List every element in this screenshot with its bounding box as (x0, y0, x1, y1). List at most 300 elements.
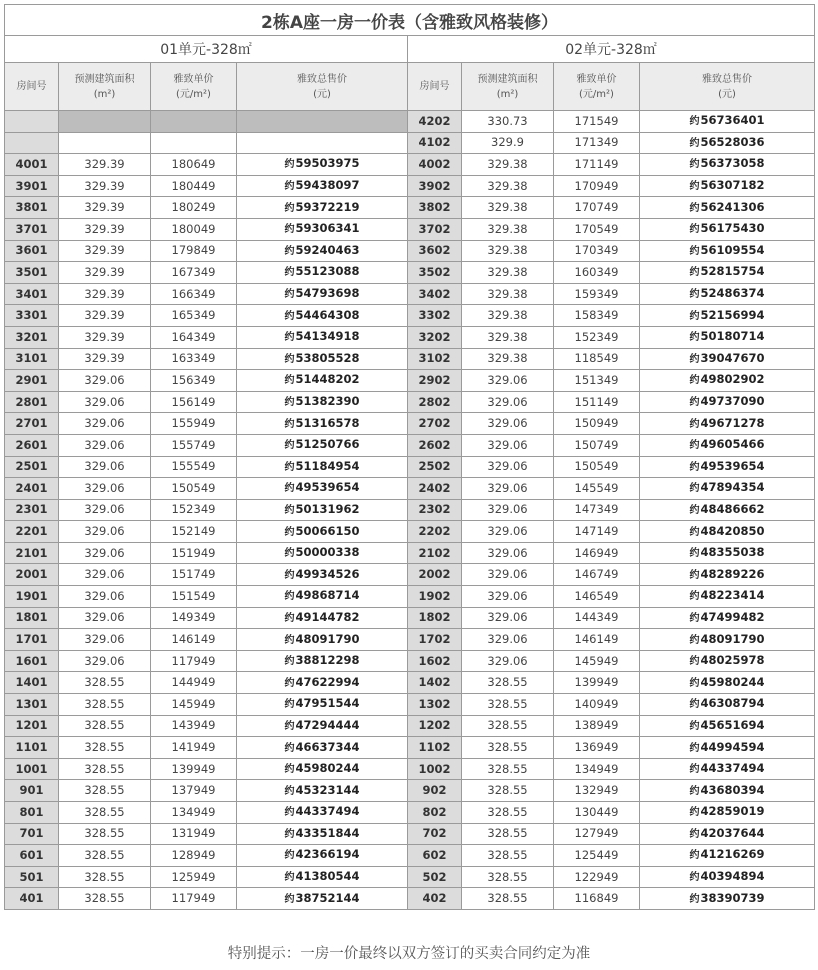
cell-area: 328.55 (59, 694, 151, 716)
table-row (5, 218, 815, 240)
total-value: 44337494 (295, 804, 360, 819)
total-value: 46308794 (700, 696, 765, 711)
cell-total (237, 888, 408, 910)
cell-area: 329.06 (462, 650, 554, 672)
approx-prefix: 约 (284, 224, 295, 236)
cell-room: 4002 (408, 154, 462, 176)
total-value: 52486374 (700, 286, 765, 301)
cell-room: 3101 (5, 348, 59, 370)
total-value: 56109554 (700, 242, 765, 257)
total-value: 51250766 (295, 437, 360, 452)
approx-prefix: 约 (689, 569, 700, 581)
cell-total (237, 758, 408, 780)
table-row (5, 737, 815, 759)
approx-prefix: 约 (284, 612, 295, 624)
total-value: 56373058 (700, 156, 765, 171)
table-row (5, 845, 815, 867)
total-value: 56175430 (700, 221, 765, 236)
cell-price: 164349 (151, 326, 237, 348)
cell-area: 328.55 (59, 845, 151, 867)
table-row (5, 348, 815, 370)
total-value: 48025978 (700, 653, 765, 668)
cell-room: 3801 (5, 197, 59, 219)
approx-prefix: 约 (284, 289, 295, 301)
approx-prefix: 约 (284, 699, 295, 711)
cell-price (151, 132, 237, 154)
cell-price: 146949 (554, 542, 640, 564)
cell-area: 329.06 (462, 629, 554, 651)
cell-area: 329.39 (59, 305, 151, 327)
approx-prefix: 约 (284, 656, 295, 668)
cell-total (640, 283, 815, 305)
cell-total (237, 737, 408, 759)
cell-total (237, 413, 408, 435)
cell-room: 2101 (5, 542, 59, 564)
cell-area: 329.06 (462, 434, 554, 456)
total-value: 54793698 (295, 286, 360, 301)
cell-area: 328.55 (462, 694, 554, 716)
cell-area: 329.06 (59, 391, 151, 413)
cell-price: 180649 (151, 154, 237, 176)
cell-area: 329.06 (59, 499, 151, 521)
approx-prefix: 约 (689, 656, 700, 668)
cell-price: 117949 (151, 650, 237, 672)
cell-total (237, 218, 408, 240)
cell-total (237, 521, 408, 543)
approx-prefix: 约 (689, 872, 700, 884)
cell-total (640, 586, 815, 608)
col-header-total-price (237, 63, 408, 111)
cell-price: 125449 (554, 845, 640, 867)
col-header-area (59, 63, 151, 111)
cell-room: 3301 (5, 305, 59, 327)
total-value: 45651694 (700, 717, 765, 732)
approx-prefix: 约 (284, 310, 295, 322)
cell-area: 329.06 (462, 499, 554, 521)
approx-prefix: 约 (689, 332, 700, 344)
cell-price: 127949 (554, 823, 640, 845)
cell-room: 501 (5, 866, 59, 888)
total-value: 46637344 (295, 739, 360, 754)
approx-prefix: 约 (689, 375, 700, 387)
col-header-unit-price (554, 63, 640, 111)
cell-area: 329.38 (462, 218, 554, 240)
cell-price: 146549 (554, 586, 640, 608)
cell-total (640, 391, 815, 413)
table-row (5, 758, 815, 780)
col-header-unit-price-line2: (元/m²) (579, 88, 614, 100)
cell-price: 170949 (554, 175, 640, 197)
cell-total (640, 478, 815, 500)
cell-room: 3302 (408, 305, 462, 327)
cell-room: 2601 (5, 434, 59, 456)
cell-total (237, 370, 408, 392)
cell-room: 601 (5, 845, 59, 867)
cell-price: 144349 (554, 607, 640, 629)
table-row (5, 305, 815, 327)
cell-room: 701 (5, 823, 59, 845)
approx-prefix: 约 (284, 764, 295, 776)
col-header-unit-price-line1: 雅致单价 (173, 73, 214, 85)
cell-area: 329.06 (59, 521, 151, 543)
cell-area: 329.39 (59, 154, 151, 176)
cell-room: 2502 (408, 456, 462, 478)
cell-room: 3202 (408, 326, 462, 348)
approx-prefix: 约 (689, 159, 700, 171)
cell-room: 1601 (5, 650, 59, 672)
approx-prefix: 约 (689, 418, 700, 430)
cell-price: 151949 (151, 542, 237, 564)
cell-price: 150949 (554, 413, 640, 435)
cell-price (151, 111, 237, 133)
cell-area: 329.06 (59, 629, 151, 651)
cell-room: 3102 (408, 348, 462, 370)
total-value: 51316578 (295, 415, 360, 430)
cell-total (640, 326, 815, 348)
total-value: 47894354 (700, 480, 765, 495)
total-value: 40394894 (700, 869, 765, 884)
cell-room: 3401 (5, 283, 59, 305)
cell-room: 2001 (5, 564, 59, 586)
cell-room: 902 (408, 780, 462, 802)
cell-area: 328.55 (462, 715, 554, 737)
col-header-total-price-line1: 雅致总售价 (297, 73, 347, 85)
approx-prefix: 约 (689, 267, 700, 279)
cell-room: 1602 (408, 650, 462, 672)
cell-room: 1201 (5, 715, 59, 737)
cell-area (59, 111, 151, 133)
cell-area: 328.55 (462, 823, 554, 845)
cell-area: 329.06 (462, 564, 554, 586)
cell-room: 4001 (5, 154, 59, 176)
cell-room: 3601 (5, 240, 59, 262)
cell-total (640, 715, 815, 737)
cell-area: 329.39 (59, 283, 151, 305)
total-value: 56307182 (700, 178, 765, 193)
cell-total (640, 154, 815, 176)
cell-total (640, 672, 815, 694)
cell-total (640, 888, 815, 910)
cell-room: 2901 (5, 370, 59, 392)
col-header-total-price-line2: (元) (313, 88, 331, 100)
cell-total (237, 823, 408, 845)
cell-price: 156149 (151, 391, 237, 413)
cell-room: 3501 (5, 262, 59, 284)
cell-total (237, 154, 408, 176)
approx-prefix: 约 (284, 181, 295, 193)
cell-room (5, 132, 59, 154)
cell-area: 329.39 (59, 175, 151, 197)
approx-prefix: 约 (689, 245, 700, 257)
approx-prefix: 约 (689, 720, 700, 732)
cell-area: 329.38 (462, 197, 554, 219)
cell-room: 1702 (408, 629, 462, 651)
approx-prefix: 约 (284, 483, 295, 495)
cell-price: 179849 (151, 240, 237, 262)
cell-total (237, 283, 408, 305)
cell-room: 702 (408, 823, 462, 845)
approx-prefix: 约 (689, 591, 700, 603)
cell-room: 402 (408, 888, 462, 910)
approx-prefix: 约 (284, 807, 295, 819)
total-value: 48223414 (700, 588, 765, 603)
cell-room: 1202 (408, 715, 462, 737)
table-row (5, 694, 815, 716)
cell-total (640, 456, 815, 478)
total-value: 56241306 (700, 199, 765, 214)
cell-price: 136949 (554, 737, 640, 759)
cell-room: 1102 (408, 737, 462, 759)
cell-total (640, 175, 815, 197)
total-value: 59372219 (295, 199, 360, 214)
cell-price: 118549 (554, 348, 640, 370)
approx-prefix: 约 (284, 418, 295, 430)
cell-total (237, 715, 408, 737)
table-row (5, 650, 815, 672)
approx-prefix: 约 (689, 634, 700, 646)
cell-price: 150549 (554, 456, 640, 478)
cell-room: 2301 (5, 499, 59, 521)
approx-prefix: 约 (284, 245, 295, 257)
total-value: 48091790 (295, 631, 360, 646)
cell-price: 145949 (554, 650, 640, 672)
cell-area: 329.39 (59, 326, 151, 348)
cell-area: 328.55 (462, 737, 554, 759)
cell-area: 328.55 (462, 802, 554, 824)
total-value: 47951544 (295, 696, 360, 711)
total-value: 42859019 (700, 804, 765, 819)
cell-area: 329.06 (59, 478, 151, 500)
cell-room: 4202 (408, 111, 462, 133)
cell-room: 1302 (408, 694, 462, 716)
approx-prefix: 约 (689, 742, 700, 754)
cell-price: 155549 (151, 456, 237, 478)
table-row (5, 413, 815, 435)
cell-price: 122949 (554, 866, 640, 888)
col-header-area-line1: 预测建筑面积 (74, 73, 135, 85)
col-header-room-line1: 房间号 (16, 81, 47, 92)
table-row (5, 111, 815, 133)
approx-prefix: 约 (284, 893, 295, 905)
total-value: 53805528 (295, 350, 360, 365)
approx-prefix: 约 (689, 310, 700, 322)
cell-price: 145549 (554, 478, 640, 500)
cell-price: 145949 (151, 694, 237, 716)
cell-area: 329.06 (59, 542, 151, 564)
total-value: 59503975 (295, 156, 360, 171)
table-row (5, 175, 815, 197)
cell-area: 329.06 (59, 456, 151, 478)
total-value: 55123088 (295, 264, 360, 279)
approx-prefix: 约 (284, 677, 295, 689)
total-value: 48091790 (700, 631, 765, 646)
cell-total (640, 564, 815, 586)
cell-price: 131949 (151, 823, 237, 845)
approx-prefix: 约 (689, 548, 700, 560)
approx-prefix: 约 (284, 785, 295, 797)
approx-prefix: 约 (689, 612, 700, 624)
col-header-room-line1: 房间号 (419, 81, 450, 92)
cell-total (237, 672, 408, 694)
cell-total (237, 132, 408, 154)
approx-prefix: 约 (689, 893, 700, 905)
total-value: 38390739 (700, 890, 765, 905)
total-value: 56528036 (700, 134, 765, 149)
cell-room: 1801 (5, 607, 59, 629)
col-header-area (462, 63, 554, 111)
cell-total (640, 650, 815, 672)
cell-total (640, 737, 815, 759)
cell-room: 3602 (408, 240, 462, 262)
table-row (5, 564, 815, 586)
cell-total (237, 607, 408, 629)
approx-prefix: 约 (689, 483, 700, 495)
cell-price: 170749 (554, 197, 640, 219)
total-value: 45323144 (295, 782, 360, 797)
total-value: 44994594 (700, 739, 765, 754)
total-value: 49868714 (295, 588, 360, 603)
cell-price: 151549 (151, 586, 237, 608)
cell-price: 140949 (554, 694, 640, 716)
cell-room: 2501 (5, 456, 59, 478)
cell-total (237, 478, 408, 500)
cell-price: 116849 (554, 888, 640, 910)
cell-price: 155749 (151, 434, 237, 456)
cell-price: 128949 (151, 845, 237, 867)
cell-room: 801 (5, 802, 59, 824)
cell-room: 2602 (408, 434, 462, 456)
col-header-total-price (640, 63, 815, 111)
total-value: 42366194 (295, 847, 360, 862)
cell-area: 328.55 (59, 758, 151, 780)
total-value: 38812298 (295, 653, 360, 668)
cell-total (237, 456, 408, 478)
cell-total (237, 694, 408, 716)
cell-price: 125949 (151, 866, 237, 888)
approx-prefix: 约 (284, 828, 295, 840)
cell-total (640, 111, 815, 133)
cell-price: 151149 (554, 391, 640, 413)
col-header-unit-price (151, 63, 237, 111)
cell-area: 329.06 (59, 650, 151, 672)
cell-area: 328.55 (59, 780, 151, 802)
cell-total (237, 542, 408, 564)
table-row (5, 802, 815, 824)
approx-prefix: 约 (689, 461, 700, 473)
table-row (5, 283, 815, 305)
cell-area: 329.38 (462, 348, 554, 370)
approx-prefix: 约 (689, 181, 700, 193)
cell-area: 329.39 (59, 218, 151, 240)
cell-room: 2302 (408, 499, 462, 521)
cell-area: 329.06 (462, 521, 554, 543)
cell-price: 143949 (151, 715, 237, 737)
table-row (5, 391, 815, 413)
unit-01-header: 01单元-328㎡ (5, 36, 408, 63)
cell-room: 1901 (5, 586, 59, 608)
cell-room: 1301 (5, 694, 59, 716)
col-header-total-price-line1: 雅致总售价 (702, 73, 752, 85)
cell-price: 117949 (151, 888, 237, 910)
cell-area: 329.38 (462, 326, 554, 348)
table-row (5, 629, 815, 651)
cell-area: 329.38 (462, 283, 554, 305)
col-header-unit-price-line2: (元/m²) (176, 88, 211, 100)
cell-price: 139949 (554, 672, 640, 694)
cell-total (640, 413, 815, 435)
approx-prefix: 约 (284, 850, 295, 862)
cell-room: 1101 (5, 737, 59, 759)
cell-total (640, 348, 815, 370)
approx-prefix: 约 (689, 504, 700, 516)
total-value: 45980244 (295, 761, 360, 776)
cell-room (5, 111, 59, 133)
total-value: 54134918 (295, 329, 360, 344)
approx-prefix: 约 (689, 828, 700, 840)
total-value: 44337494 (700, 761, 765, 776)
cell-price: 139949 (151, 758, 237, 780)
cell-total (640, 132, 815, 154)
cell-total (237, 780, 408, 802)
table-row (5, 478, 815, 500)
cell-area: 329.06 (59, 586, 151, 608)
cell-total (640, 629, 815, 651)
cell-total (237, 434, 408, 456)
cell-room: 1802 (408, 607, 462, 629)
table-row (5, 542, 815, 564)
cell-total (237, 629, 408, 651)
cell-price: 155949 (151, 413, 237, 435)
approx-prefix: 约 (284, 504, 295, 516)
total-value: 48355038 (700, 545, 765, 560)
total-value: 41380544 (295, 869, 360, 884)
table-row (5, 607, 815, 629)
approx-prefix: 约 (284, 569, 295, 581)
table-row (5, 240, 815, 262)
table-row (5, 823, 815, 845)
total-value: 47499482 (700, 609, 765, 624)
cell-price: 180049 (151, 218, 237, 240)
cell-total (640, 370, 815, 392)
total-value: 51382390 (295, 394, 360, 409)
unit-02-header: 02单元-328㎡ (408, 36, 815, 63)
cell-price: 152149 (151, 521, 237, 543)
approx-prefix: 约 (284, 375, 295, 387)
cell-room: 4102 (408, 132, 462, 154)
cell-total (640, 823, 815, 845)
approx-prefix: 约 (689, 397, 700, 409)
table-row (5, 197, 815, 219)
cell-price: 167349 (151, 262, 237, 284)
cell-area: 328.55 (59, 715, 151, 737)
cell-total (237, 499, 408, 521)
cell-area: 329.38 (462, 175, 554, 197)
total-value: 43680394 (700, 782, 765, 797)
cell-area: 328.55 (462, 758, 554, 780)
cell-price: 156349 (151, 370, 237, 392)
table-row (5, 132, 815, 154)
footnote: 特别提示：一房一价最终以双方签订的买卖合同约定为准 (227, 946, 591, 962)
cell-room: 3901 (5, 175, 59, 197)
approx-prefix: 约 (689, 677, 700, 689)
approx-prefix: 约 (689, 850, 700, 862)
cell-total (640, 780, 815, 802)
total-value: 38752144 (295, 890, 360, 905)
cell-room: 602 (408, 845, 462, 867)
cell-total (640, 607, 815, 629)
total-value: 51184954 (295, 458, 360, 473)
approx-prefix: 约 (284, 720, 295, 732)
